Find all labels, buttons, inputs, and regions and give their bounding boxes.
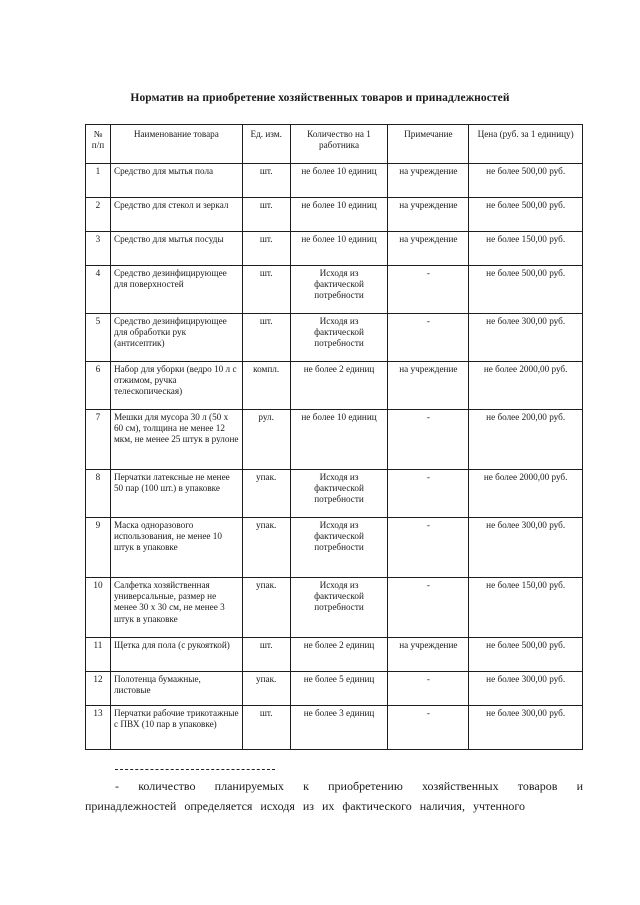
row-price: не более 500,00 руб. — [469, 164, 583, 198]
row-note: на учреждение — [388, 638, 469, 672]
row-note: на учреждение — [388, 362, 469, 410]
row-price: не более 500,00 руб. — [469, 266, 583, 314]
row-unit: упак. — [242, 578, 290, 638]
header-price: Цена (руб. за 1 единицу) — [469, 125, 583, 164]
row-item-name: Средство для мытья пола — [110, 164, 242, 198]
table-row — [86, 672, 583, 706]
row-price: не более 300,00 руб. — [469, 672, 583, 706]
row-price: не более 2000,00 руб. — [469, 362, 583, 410]
row-item-name: Перчатки рабочие трикотажные с ПВХ (10 пар в упаковке) — [110, 706, 242, 750]
row-number: 1 — [86, 164, 111, 198]
row-price: не более 500,00 руб. — [469, 638, 583, 672]
row-quantity: не более 5 единиц — [290, 672, 388, 706]
row-quantity: не более 3 единиц — [290, 706, 388, 750]
row-unit: шт. — [242, 706, 290, 750]
row-quantity: не более 2 единиц — [290, 638, 388, 672]
row-number: 4 — [86, 266, 111, 314]
row-quantity: Исходя из фактической потребности — [290, 266, 388, 314]
header-qty: Количество на 1 работника — [290, 125, 388, 164]
row-number: 11 — [86, 638, 111, 672]
table-row — [86, 470, 583, 518]
row-price: не более 300,00 руб. — [469, 518, 583, 578]
row-note: - — [388, 578, 469, 638]
table-row — [86, 578, 583, 638]
row-number: 9 — [86, 518, 111, 578]
row-note: на учреждение — [388, 232, 469, 266]
table-row — [86, 706, 583, 750]
row-item-name: Средство для стекол и зеркал — [110, 198, 242, 232]
row-unit: шт. — [242, 232, 290, 266]
row-item-name: Мешки для мусора 30 л (50 х 60 см), толщина не менее 12 мкм, не менее 25 штук в рулоне — [110, 410, 242, 470]
row-price: не более 500,00 руб. — [469, 198, 583, 232]
footnote-text: - количество планируемых к приобретению хозяйственных товаров и принадлежностей определяется исходя из их фактического наличия, учтенного — [85, 779, 583, 813]
row-number: 6 — [86, 362, 111, 410]
row-quantity: не более 2 единиц — [290, 362, 388, 410]
row-unit: упак. — [242, 672, 290, 706]
row-quantity: не более 10 единиц — [290, 198, 388, 232]
row-note: - — [388, 470, 469, 518]
row-note: на учреждение — [388, 198, 469, 232]
table-row — [86, 164, 583, 198]
row-number: 10 — [86, 578, 111, 638]
row-quantity: Исходя из фактической потребности — [290, 314, 388, 362]
row-number: 3 — [86, 232, 111, 266]
norm-table — [85, 124, 583, 750]
table-row — [86, 410, 583, 470]
row-number: 2 — [86, 198, 111, 232]
row-unit: рул. — [242, 410, 290, 470]
row-note: - — [388, 706, 469, 750]
row-note: - — [388, 314, 469, 362]
row-number: 12 — [86, 672, 111, 706]
row-note: - — [388, 672, 469, 706]
row-unit: упак. — [242, 518, 290, 578]
row-note: - — [388, 518, 469, 578]
row-quantity: Исходя из фактической потребности — [290, 518, 388, 578]
row-quantity: не более 10 единиц — [290, 410, 388, 470]
row-quantity: не более 10 единиц — [290, 232, 388, 266]
row-unit: шт. — [242, 266, 290, 314]
row-unit: упак. — [242, 470, 290, 518]
row-price: не более 2000,00 руб. — [469, 470, 583, 518]
row-note: - — [388, 410, 469, 470]
row-unit: шт. — [242, 638, 290, 672]
row-number: 13 — [86, 706, 111, 750]
row-price: не более 300,00 руб. — [469, 314, 583, 362]
header-unit: Ед. изм. — [242, 125, 290, 164]
row-item-name: Салфетка хозяйственная универсальные, размер не менее 30 х 30 см, не менее 3 штук в упаковке — [110, 578, 242, 638]
document-title: Норматив на приобретение хозяйственных товаров и принадлежностей — [130, 92, 510, 104]
row-item-name: Полотенца бумажные, листовые — [110, 672, 242, 706]
table-row — [86, 198, 583, 232]
row-quantity: Исходя из фактической потребности — [290, 470, 388, 518]
table-row — [86, 314, 583, 362]
row-price: не более 200,00 руб. — [469, 410, 583, 470]
footnote-divider — [115, 769, 275, 770]
header-name: Наименование товара — [110, 125, 242, 164]
row-unit: шт. — [242, 314, 290, 362]
row-item-name: Набор для уборки (ведро 10 л с отжимом, ручка телескопическая) — [110, 362, 242, 410]
row-price: не более 150,00 руб. — [469, 232, 583, 266]
header-num: № п/п — [86, 125, 111, 164]
row-item-name: Средство для мытья посуды — [110, 232, 242, 266]
row-note: - — [388, 266, 469, 314]
row-quantity: не более 10 единиц — [290, 164, 388, 198]
row-price: не более 150,00 руб. — [469, 578, 583, 638]
row-item-name: Средство дезинфицирующее для обработки рук (антисептик) — [110, 314, 242, 362]
row-item-name: Средство дезинфицирующее для поверхностей — [110, 266, 242, 314]
table-row — [86, 362, 583, 410]
table-row — [86, 518, 583, 578]
row-item-name: Маска одноразового использования, не менее 10 штук в упаковке — [110, 518, 242, 578]
row-note: на учреждение — [388, 164, 469, 198]
row-number: 8 — [86, 470, 111, 518]
row-item-name: Перчатки латексные не менее 50 пар (100 шт.) в упаковке — [110, 470, 242, 518]
header-note: Примечание — [388, 125, 469, 164]
table-header-row — [86, 125, 583, 164]
table-row — [86, 638, 583, 672]
row-unit: шт. — [242, 198, 290, 232]
row-unit: компл. — [242, 362, 290, 410]
row-unit: шт. — [242, 164, 290, 198]
row-price: не более 300,00 руб. — [469, 706, 583, 750]
row-number: 5 — [86, 314, 111, 362]
table-row — [86, 232, 583, 266]
row-number: 7 — [86, 410, 111, 470]
row-quantity: Исходя из фактической потребности — [290, 578, 388, 638]
table-row — [86, 266, 583, 314]
row-item-name: Щетка для пола (с рукояткой) — [110, 638, 242, 672]
